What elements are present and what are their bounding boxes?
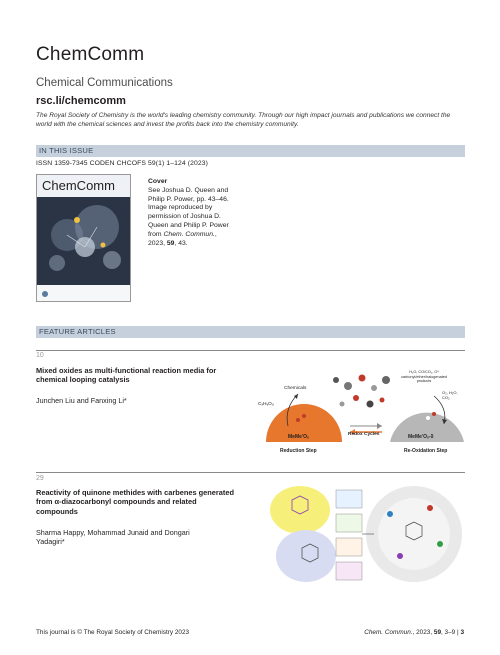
article-authors: Sharma Happy, Mohammad Junaid and Dongari Yadagiri*	[36, 528, 190, 547]
footer-copyright: This journal is © The Royal Society of Chemistry 2023	[36, 629, 190, 636]
fig-reoxidation-step-label: Re-Oxidation Step	[404, 448, 448, 454]
cover-body: See Joshua D. Queen and Philip P. Power, pp. 43–46. Image reproduced by permission of Joshua D. Queen and Philip P. Power from Chem. Commun., 2023, 59, 43.	[148, 186, 229, 247]
feature-articles-heading: FEATURE ARTICLES	[36, 326, 465, 338]
quinone-methide-graphic	[270, 484, 466, 584]
article-figure-chemical-looping[interactable]	[258, 368, 466, 460]
fig-products-label: H₂O, CO/CO₂, O* carbonyl/ether/halogenated products	[400, 370, 448, 383]
journal-title: ChemComm	[36, 44, 145, 65]
page-number: 3	[460, 629, 464, 636]
issn-line: ISSN 1359-7345 CODEN CHCOFS 59(1) 1–124 (2023)	[36, 160, 208, 167]
cover-title: Cover	[148, 178, 168, 185]
article-divider	[36, 472, 465, 473]
fig-chemicals-label: Chemicals	[284, 386, 307, 391]
journal-full-name: Chemical Communications	[36, 77, 173, 89]
journal-description: The Royal Society of Chemistry is the world's leading chemistry community. Through our high impact journals and publications we connect the world with the chemical sciences and invest the profits back into the chemistry community.	[36, 112, 451, 128]
fig-right-oxide-label: MeMe'Oₓ-δ	[408, 434, 434, 440]
cover-caption	[148, 178, 233, 248]
cover-illustration	[37, 175, 131, 302]
footer-citation: Chem. Commun., 2023, 59, 3–9 | 3	[364, 629, 464, 636]
article-authors: Junchen Liu and Fanxing Li*	[36, 396, 127, 405]
article-page-number: 10	[36, 352, 44, 359]
article-divider	[36, 350, 465, 351]
fig-redox-cycles-label: Redox Cycles	[348, 432, 380, 437]
cover-volume: 59	[166, 239, 175, 247]
article-page-number: 29	[36, 475, 44, 482]
cover-logo: ChemComm	[42, 178, 115, 193]
article-title[interactable]: Mixed oxides as multi-functional reaction media for chemical looping catalysis	[36, 366, 217, 385]
fig-left-oxide-label: MeMe'Oₓ	[288, 434, 309, 440]
fig-reactant-label: CₓHᵧOᵤ	[258, 402, 274, 407]
cover-image[interactable]	[36, 174, 131, 302]
fig-right-input-label: O₂, H₂O, CO₂	[442, 390, 458, 400]
fig-reduction-step-label: Reduction Step	[280, 448, 317, 454]
cover-journal-abbr: Chem. Commun.	[163, 230, 215, 238]
in-this-issue-heading: IN THIS ISSUE	[36, 145, 465, 157]
journal-url-link[interactable]: rsc.li/chemcomm	[36, 95, 126, 107]
article-figure-quinone-methides[interactable]	[270, 484, 466, 584]
article-title[interactable]: Reactivity of quinone methides with carbenes generated from α-diazocarbonyl compounds and related compounds	[36, 488, 234, 516]
